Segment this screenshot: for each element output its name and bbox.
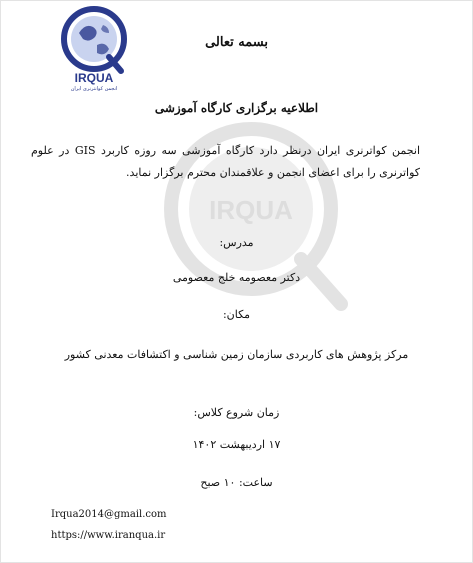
- place-label: مکان:: [222, 308, 251, 321]
- announcement-title: اطلاعیه برگزاری کارگاه آموزشی: [154, 101, 319, 115]
- announcement-body: انجمن کواترنری ایران درنظر دارد کارگاه آموزشی سه روزه کاربرد GIS در علوم کواترنری را برای اعضای انجمن و علاقمندان محترم برگزار نماید.: [31, 144, 420, 179]
- start-time-label: زمان شروع کلاس:: [193, 406, 280, 419]
- logo-text: IRQUA: [74, 71, 114, 85]
- contact-website[interactable]: https://www.iranqua.ir: [51, 530, 166, 541]
- teacher-name: دکتر معصومه خلج معصومی: [172, 271, 301, 284]
- logo-subtitle: انجمن کوانترنری ایران: [70, 86, 118, 91]
- basmala-heading: بسمه تعالی: [205, 35, 268, 50]
- start-date: ۱۷ اردیبهشت ۱۴۰۲: [192, 438, 281, 451]
- contact-email[interactable]: Irqua2014@gmail.com: [51, 509, 167, 520]
- place-value: مرکز پژوهش های کاربردی سازمان زمین شناسی و اکتشافات معدنی کشور: [64, 348, 409, 361]
- start-hour: ساعت: ۱۰ صبح: [200, 476, 273, 489]
- watermark-text: IRQUA: [209, 195, 293, 225]
- teacher-label: مدرس:: [219, 236, 254, 249]
